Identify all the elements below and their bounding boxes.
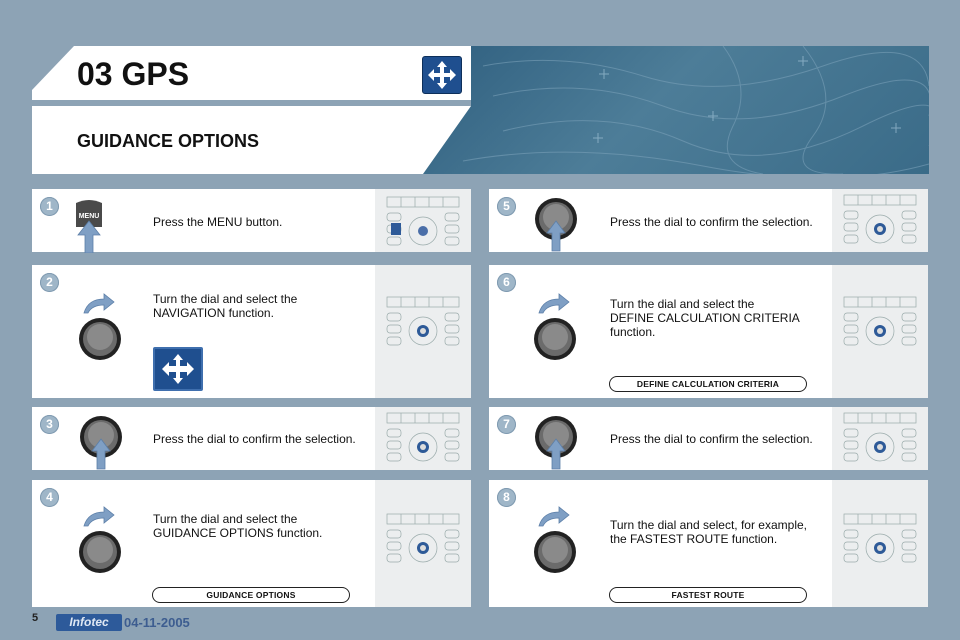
navigation-icon xyxy=(153,347,203,391)
step-3 xyxy=(32,407,471,470)
step-4-text: Turn the dial and select the GUIDANCE OPTIONS function. xyxy=(153,512,323,540)
footer-date: 04-11-2005 xyxy=(124,615,190,630)
step-1-text: Press the MENU button. xyxy=(153,215,283,229)
step-7 xyxy=(489,407,928,470)
console-illustration xyxy=(840,293,920,353)
dial-icon xyxy=(533,530,577,574)
step-number-badge: 8 xyxy=(497,488,516,507)
console-illustration xyxy=(383,510,463,570)
page-number: 5 xyxy=(32,612,39,624)
dial-press-icon xyxy=(78,411,124,471)
console-illustration xyxy=(383,409,463,467)
step-number-badge: 5 xyxy=(497,197,516,216)
step-number-badge: 1 xyxy=(40,197,59,216)
navigation-icon xyxy=(422,56,462,94)
step-6 xyxy=(489,265,928,398)
step-2-text: Turn the dial and select the NAVIGATION function. xyxy=(153,292,298,320)
step-3-text: Press the dial to confirm the selection. xyxy=(153,432,356,446)
step-number-badge: 2 xyxy=(40,273,59,292)
console-illustration xyxy=(383,193,463,249)
rotate-arrow-icon xyxy=(537,293,571,315)
rotate-arrow-icon xyxy=(82,293,116,315)
console-illustration xyxy=(840,510,920,570)
step-8 xyxy=(489,480,928,607)
brand-logo: Infotec xyxy=(56,614,122,631)
menu-option-pill: FASTEST ROUTE xyxy=(609,587,807,603)
page-title: 03 GPS xyxy=(77,56,190,92)
menu-option-pill: DEFINE CALCULATION CRITERIA xyxy=(609,376,807,392)
dial-icon xyxy=(78,317,122,361)
step-number-badge: 3 xyxy=(40,415,59,434)
console-illustration xyxy=(840,409,920,467)
step-2 xyxy=(32,265,471,398)
step-5 xyxy=(489,189,928,252)
menu-button-label: MENU xyxy=(78,213,100,220)
step-1 xyxy=(32,189,471,252)
step-number-badge: 6 xyxy=(497,273,516,292)
console-illustration xyxy=(840,191,920,249)
step-number-badge: 4 xyxy=(40,488,59,507)
step-8-text: Turn the dial and select, for example, the FASTEST ROUTE function. xyxy=(610,518,807,546)
console-illustration xyxy=(383,293,463,353)
section-title: GUIDANCE OPTIONS xyxy=(77,131,260,151)
step-number-badge: 7 xyxy=(497,415,516,434)
dial-icon xyxy=(533,317,577,361)
step-6-text: Turn the dial and select the DEFINE CALCULATION CRITERIA function. xyxy=(610,297,800,339)
menu-button-icon xyxy=(72,197,106,253)
header-map-graphic xyxy=(423,46,929,174)
dial-icon xyxy=(78,530,122,574)
step-7-text: Press the dial to confirm the selection. xyxy=(610,432,813,446)
menu-option-pill: GUIDANCE OPTIONS xyxy=(152,587,350,603)
step-5-text: Press the dial to confirm the selection. xyxy=(610,215,813,229)
rotate-arrow-icon xyxy=(537,506,571,528)
rotate-arrow-icon xyxy=(82,506,116,528)
dial-press-icon xyxy=(533,411,579,471)
step-4 xyxy=(32,480,471,607)
dial-press-icon xyxy=(533,193,579,253)
